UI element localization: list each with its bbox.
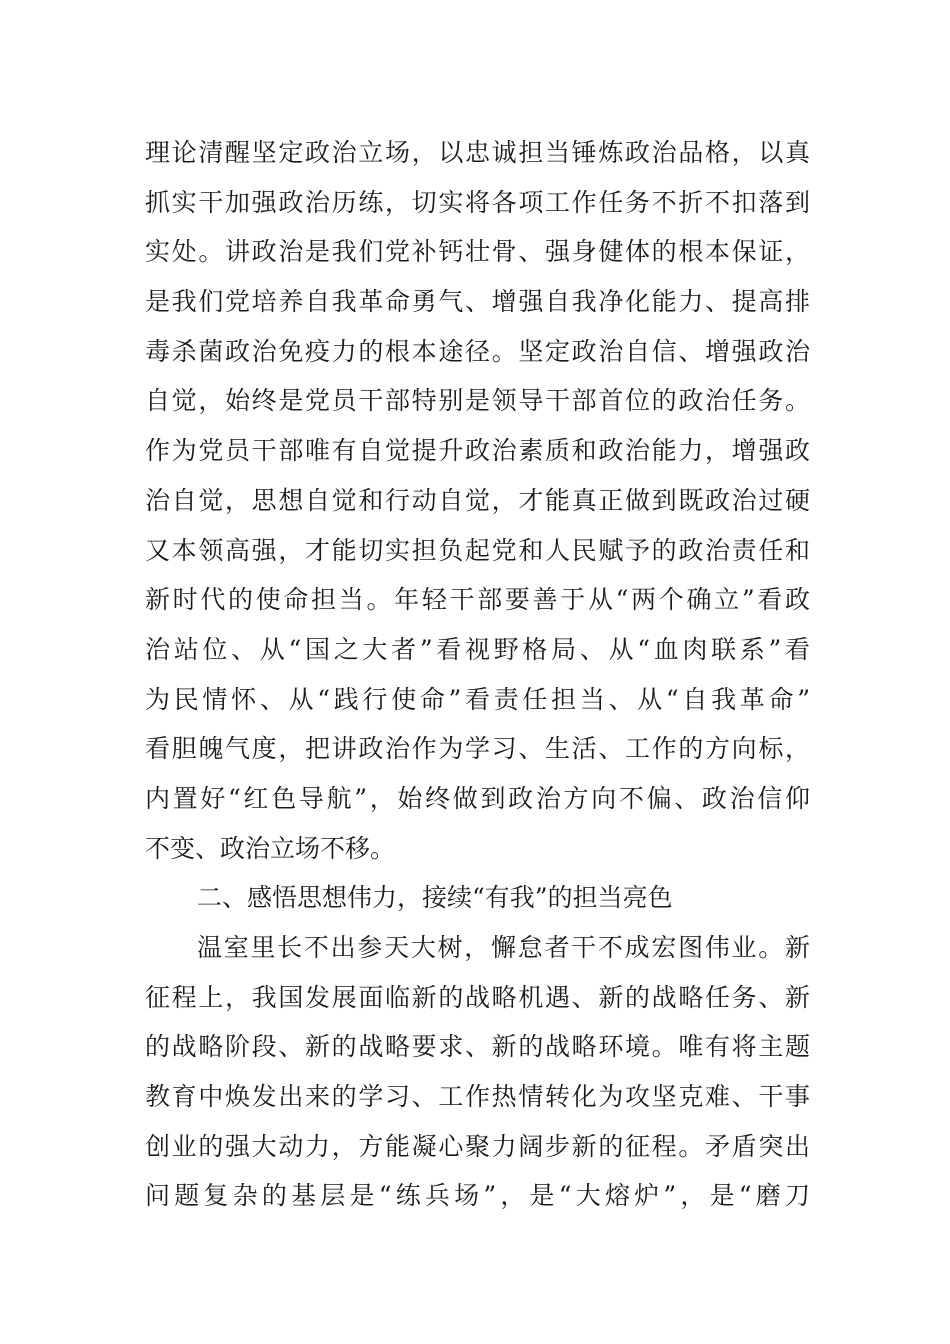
paragraph-2-line-5: 创业的强大动力，方能凝心聚力阔步新的征程。矛盾突出 bbox=[145, 1131, 810, 1161]
paragraph-1-line-1: 理论清醒坚定政治立场，以忠诚担当锤炼政治品格，以真 bbox=[145, 138, 810, 167]
paragraph-1-line-11: 治站位、从“国之大者”看视野格局、从“血肉联系”看 bbox=[145, 634, 810, 664]
paragraph-1-line-7: 作为党员干部唯有自觉提升政治素质和政治能力，增强政 bbox=[145, 436, 810, 466]
paragraph-1-line-9: 又本领高强，才能切实担负起党和人民赋予的政治责任和 bbox=[145, 535, 810, 565]
paragraph-1-line-4: 是我们党培养自我革命勇气、增强自我净化能力、提高排 bbox=[145, 287, 810, 317]
paragraph-1-line-12: 为民情怀、从“践行使命”看责任担当、从“自我革命” bbox=[145, 684, 810, 714]
paragraph-1-line-6: 自觉，始终是党员干部特别是领导干部首位的政治任务。 bbox=[145, 386, 810, 416]
paragraph-2-line-3: 的战略阶段、新的战略要求、新的战略环境。唯有将主题 bbox=[145, 1032, 810, 1062]
paragraph-1-line-13: 看胆魄气度，把讲政治作为学习、生活、工作的方向标， bbox=[145, 734, 810, 764]
paragraph-1-line-5: 毒杀菌政治免疫力的根本途径。坚定政治自信、增强政治 bbox=[145, 336, 810, 366]
paragraph-1-line-2: 抓实干加强政治历练，切实将各项工作任务不折不扣落到 bbox=[145, 187, 810, 217]
paragraph-1-line-8: 治自觉，思想自觉和行动自觉，才能真正做到既政治过硬 bbox=[145, 485, 810, 515]
paragraph-2-line-2: 征程上，我国发展面临新的战略机遇、新的战略任务、新 bbox=[145, 982, 810, 1012]
document-body bbox=[145, 128, 810, 1221]
paragraph-2-line-4: 教育中焕发出来的学习、工作热情转化为攻坚克难、干事 bbox=[145, 1082, 810, 1112]
section-heading: 二、感悟思想伟力，接续“有我”的担当亮色 bbox=[197, 883, 673, 913]
paragraph-1-line-10: 新时代的使命担当。年轻干部要善于从“两个确立”看政 bbox=[145, 585, 810, 615]
paragraph-2-line-6: 问题复杂的基层是“练兵场”，是“大熔炉”，是“磨刀 bbox=[145, 1181, 810, 1211]
paragraph-2-line-1: 温室里长不出参天大树，懈怠者干不成宏图伟业。新 bbox=[197, 933, 810, 962]
paragraph-1-line-15: 不变、政治立场不移。 bbox=[145, 833, 396, 863]
paragraph-1-line-3: 实处。讲政治是我们党补钙壮骨、强身健体的根本保证， bbox=[145, 237, 810, 267]
paragraph-1-line-14: 内置好“红色导航”，始终做到政治方向不偏、政治信仰 bbox=[145, 783, 810, 813]
